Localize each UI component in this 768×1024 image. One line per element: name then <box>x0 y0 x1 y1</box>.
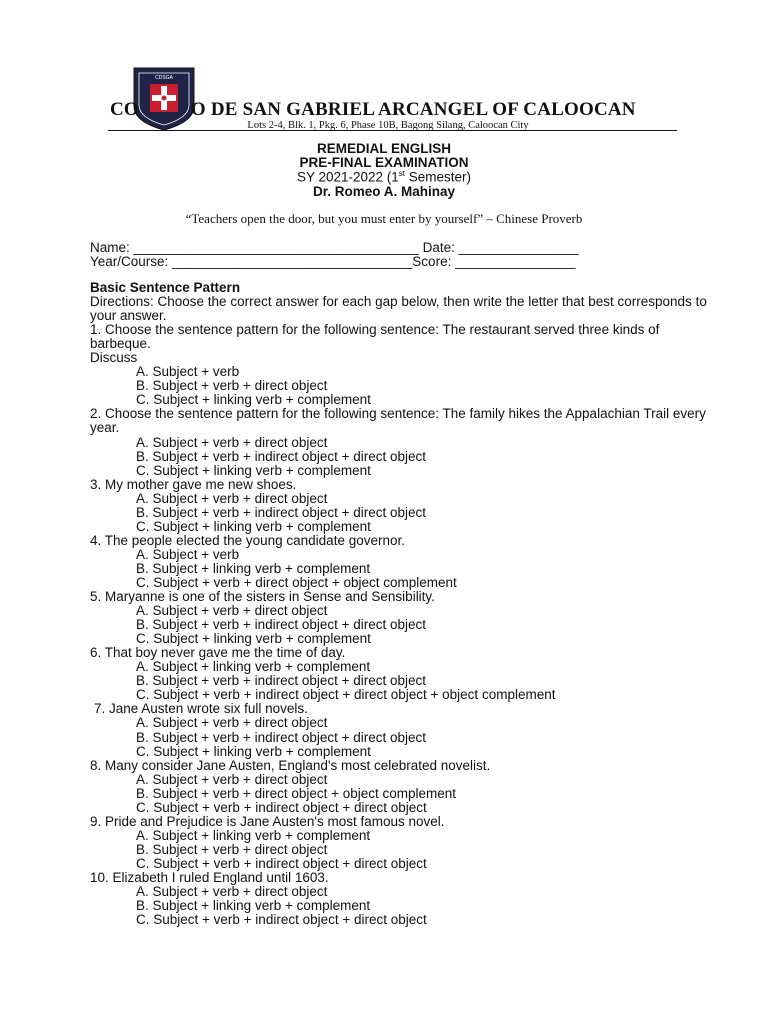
question-item <box>90 534 710 590</box>
sy-suffix: Semester) <box>405 169 472 185</box>
answer-option[interactable]: A. Subject + verb + direct object <box>136 490 328 506</box>
question-text: 5. Maryanne is one of the sisters in Sense and Sensibility. <box>90 589 435 605</box>
question-item <box>90 323 710 407</box>
question-extra-text: Discuss <box>90 350 138 366</box>
answer-option[interactable]: C. Subject + verb + indirect object + direct object <box>136 912 427 928</box>
question-text: 8. Many consider Jane Austen, England's most celebrated novelist. <box>90 757 491 773</box>
answer-option[interactable]: A. Subject + verb <box>136 364 240 380</box>
answer-option[interactable]: B. Subject + verb + indirect object + direct object <box>136 673 427 689</box>
question-item <box>90 871 710 927</box>
answer-option[interactable]: B. Subject + verb + direct object <box>136 378 328 394</box>
name-date-field[interactable]: Name: ______________________________________ Date: ________________ <box>90 240 579 255</box>
answer-option[interactable]: A. Subject + linking verb + complement <box>136 659 371 675</box>
question-list <box>90 323 710 927</box>
question-item <box>90 702 710 758</box>
question-text: 7. Jane Austen wrote six full novels. <box>94 701 308 717</box>
question-item <box>90 407 710 477</box>
answer-option[interactable]: C. Subject + linking verb + complement <box>136 743 371 759</box>
question-text: 10. Elizabeth I ruled England until 1603. <box>90 869 329 885</box>
answer-option[interactable]: B. Subject + verb + direct object + object complement <box>136 785 457 801</box>
question-text: 3. My mother gave me new shoes. <box>90 476 297 492</box>
school-address: Lots 2-4, Blk. 1, Pkg. 6, Phase 10B, Bagong Silang, Caloocan City <box>247 120 529 131</box>
header-divider <box>108 130 677 131</box>
answer-option[interactable]: C. Subject + verb + direct object + object complement <box>136 574 457 590</box>
logo-text: CDSGA <box>155 75 173 81</box>
answer-option[interactable]: B. Subject + linking verb + complement <box>136 560 371 576</box>
sy-prefix: SY 2021-2022 (1 <box>296 169 399 185</box>
question-item <box>90 646 710 702</box>
answer-option[interactable]: B. Subject + verb + indirect object + direct object <box>136 448 427 464</box>
question-item <box>90 759 710 815</box>
answer-option[interactable]: A. Subject + verb + direct object <box>136 884 328 900</box>
question-item <box>90 478 710 534</box>
proverb-quote: “Teachers open the door, but you must enter by yourself” – Chinese Proverb <box>185 211 583 226</box>
answer-option[interactable]: A. Subject + linking verb + complement <box>136 827 371 843</box>
section-directions: Directions: Choose the correct answer for each gap below, then write the letter that best corresponds to your answer. <box>90 294 707 324</box>
answer-option[interactable]: B. Subject + verb + indirect object + direct object <box>136 617 427 633</box>
question-item <box>90 815 710 871</box>
question-text: 9. Pride and Prejudice is Jane Austen's most famous novel. <box>90 813 445 829</box>
sy-sup: st <box>398 169 406 178</box>
question-text: 6. That boy never gave me the time of day. <box>90 645 346 661</box>
answer-option[interactable]: B. Subject + verb + direct object <box>136 841 328 857</box>
answer-option[interactable]: C. Subject + verb + indirect object + direct object <box>136 855 427 871</box>
school-year <box>0 169 768 185</box>
answer-option[interactable]: B. Subject + verb + indirect object + direct object <box>136 504 427 520</box>
answer-option[interactable]: C. Subject + linking verb + complement <box>136 518 371 534</box>
answer-option[interactable]: A. Subject + verb + direct object <box>136 771 328 787</box>
answer-option[interactable]: A. Subject + verb + direct object <box>136 434 328 450</box>
exam-subject: REMEDIAL ENGLISH <box>316 141 451 156</box>
school-name-right: O DE SAN GABRIEL ARCANGEL OF CALOOCAN <box>190 99 636 120</box>
exam-section <box>90 281 710 927</box>
answer-option[interactable]: A. Subject + verb + direct object <box>136 715 328 731</box>
answer-option[interactable]: A. Subject + verb <box>136 546 240 562</box>
answer-option[interactable]: C. Subject + linking verb + complement <box>136 631 371 647</box>
question-text: 2. Choose the sentence pattern for the following sentence: The family hikes the Appalachian Trail every year. <box>90 406 706 436</box>
answer-option[interactable]: C. Subject + verb + indirect object + direct object + object complement <box>136 687 556 703</box>
school-name-left: CO <box>110 99 139 120</box>
answer-option[interactable]: B. Subject + verb + indirect object + direct object <box>136 729 427 745</box>
year-score-field[interactable]: Year/Course: ________________________________Score: ________________ <box>90 254 576 269</box>
answer-option[interactable]: C. Subject + verb + indirect object + direct object <box>136 799 427 815</box>
answer-option[interactable]: C. Subject + linking verb + complement <box>136 462 371 478</box>
school-name <box>110 99 670 121</box>
answer-option[interactable]: B. Subject + linking verb + complement <box>136 898 371 914</box>
question-text: 1. Choose the sentence pattern for the following sentence: The restaurant served three kinds of barbeque. <box>90 322 660 352</box>
section-title: Basic Sentence Pattern <box>90 280 241 295</box>
answer-option[interactable]: C. Subject + linking verb + complement <box>136 392 371 408</box>
question-item <box>90 590 710 646</box>
question-text: 4. The people elected the young candidate governor. <box>90 532 405 548</box>
exam-title: PRE-FINAL EXAMINATION <box>299 155 469 170</box>
answer-option[interactable]: A. Subject + verb + direct object <box>136 603 328 619</box>
teacher-name: Dr. Romeo A. Mahinay <box>312 184 456 199</box>
